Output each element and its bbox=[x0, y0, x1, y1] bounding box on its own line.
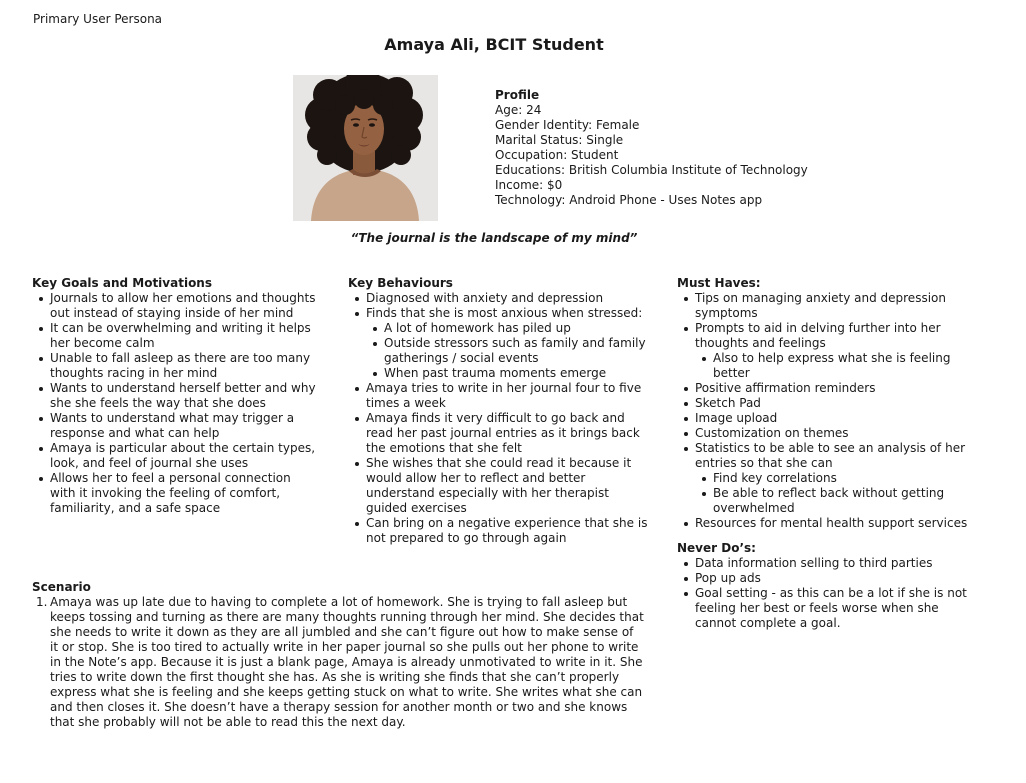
list-item bbox=[366, 381, 648, 411]
list-item: Pop up ads bbox=[695, 571, 977, 586]
list-item-text: Sketch Pad bbox=[695, 396, 761, 410]
never-dos-section bbox=[677, 541, 977, 631]
list-item-text: She wishes that she could read it because it would allow her to reflect and better understand especially with her therapist guided exercises bbox=[366, 456, 632, 515]
list-item-text: Amaya tries to write in her journal four to five times a week bbox=[366, 381, 642, 410]
sub-list-item: Be able to reflect back without getting overwhelmed bbox=[713, 486, 977, 516]
persona-title: Amaya Ali, BCIT Student bbox=[384, 35, 604, 54]
list-item: Wants to understand what may trigger a response and what can help bbox=[50, 411, 317, 441]
goals-section bbox=[32, 276, 317, 516]
profile-block bbox=[495, 88, 915, 208]
list-item-text: Resources for mental health support services bbox=[695, 516, 968, 530]
list-item: Allows her to feel a personal connection with it invoking the feeling of comfort, familiarity, and a safe space bbox=[50, 471, 317, 516]
list-item bbox=[695, 441, 977, 516]
list-item bbox=[695, 291, 977, 321]
list-item-text: Positive affirmation reminders bbox=[695, 381, 876, 395]
profile-marital-status: Marital Status: Single bbox=[495, 133, 624, 147]
list-number: 1. bbox=[36, 595, 48, 609]
list-item-text: Prompts to aid in delving further into her thoughts and feelings bbox=[695, 321, 941, 350]
behaviours-heading: Key Behaviours bbox=[348, 276, 453, 290]
list-item bbox=[366, 291, 648, 306]
list-item bbox=[366, 516, 648, 546]
sub-list-item: Outside stressors such as family and family gatherings / social events bbox=[384, 336, 648, 366]
sub-list-item: Find key correlations bbox=[713, 471, 977, 486]
profile-technology: Technology: Android Phone - Uses Notes app bbox=[495, 193, 763, 207]
list-item bbox=[36, 595, 644, 730]
scenario-heading: Scenario bbox=[32, 580, 91, 594]
never-dos-heading: Never Do’s: bbox=[677, 541, 756, 555]
list-item-text: Tips on managing anxiety and depression symptoms bbox=[695, 291, 946, 320]
profile-occupation: Occupation: Student bbox=[495, 148, 619, 162]
list-item: Amaya is particular about the certain types, look, and feel of journal she uses bbox=[50, 441, 316, 470]
profile-gender: Gender Identity: Female bbox=[495, 118, 640, 132]
must-haves-heading: Must Haves: bbox=[677, 276, 761, 290]
list-item-text: Can bring on a negative experience that she is not prepared to go through again bbox=[366, 516, 648, 545]
list-item: Wants to understand herself better and why she she feels the way that she does bbox=[50, 381, 316, 410]
list-item bbox=[695, 396, 977, 411]
list-item-text: Diagnosed with anxiety and depression bbox=[366, 291, 604, 305]
profile-heading: Profile bbox=[495, 88, 540, 102]
sub-list-item: Also to help express what she is feeling better bbox=[713, 351, 977, 381]
list-item-text: Amaya finds it very difficult to go back and read her past journal entries as it brings back the emotions that she felt bbox=[366, 411, 640, 455]
list-item bbox=[695, 411, 977, 426]
list-item: Goal setting - as this can be a lot if she is not feeling her best or feels worse when she cannot complete a goal. bbox=[695, 586, 977, 631]
sub-list-item: A lot of homework has piled up bbox=[384, 321, 648, 336]
list-item-text: Finds that she is most anxious when stressed: bbox=[366, 306, 643, 320]
page-label: Primary User Persona bbox=[33, 12, 163, 26]
list-item-text: Image upload bbox=[695, 411, 778, 425]
list-item: Journals to allow her emotions and thoughts out instead of staying inside of her mind bbox=[50, 291, 316, 320]
profile-age: Age: 24 bbox=[495, 103, 542, 117]
list-item: It can be overwhelming and writing it helps her become calm bbox=[50, 321, 317, 351]
portrait-illustration bbox=[293, 75, 438, 221]
profile-income: Income: $0 bbox=[495, 178, 563, 192]
list-item: Data information selling to third parties bbox=[695, 556, 977, 571]
list-item bbox=[366, 411, 648, 456]
list-item bbox=[366, 456, 648, 516]
profile-education: Educations: British Columbia Institute of Technology bbox=[495, 163, 808, 177]
persona-quote: “The journal is the landscape of my mind” bbox=[350, 231, 638, 245]
list-item-text: Statistics to be able to see an analysis of her entries so that she can bbox=[695, 441, 966, 470]
scenario-section bbox=[32, 580, 644, 730]
behaviours-section bbox=[348, 276, 648, 546]
list-item bbox=[366, 306, 648, 381]
must-haves-section bbox=[677, 276, 977, 531]
list-item bbox=[695, 516, 977, 531]
list-item bbox=[695, 426, 977, 441]
persona-photo bbox=[293, 75, 438, 221]
list-item bbox=[695, 381, 977, 396]
scenario-text: Amaya was up late due to having to complete a lot of homework. She is trying to fall asleep but keeps tossing and turning as there are many thoughts running through her mind. She decides that she needs to write it down as they are all jumbled and she can’t figure out how to make sense of it or stop. She is too tired to actually write in her paper journal so she pulls out her phone to write in the Note’s app. Because it is just a blank page, Amaya is already unmotivated to write in it. She tries to write down the first thought she has. As she is writing she finds that she can’t properly express what she is feeling and she keeps getting stuck on what to write. She writes what she can and then closes it. She doesn’t have a therapy session for another month or two and she knows that she probably will not be able to read this the next day. bbox=[50, 595, 644, 729]
list-item: Unable to fall asleep as there are too many thoughts racing in her mind bbox=[50, 351, 317, 381]
list-item bbox=[695, 321, 977, 381]
goals-heading: Key Goals and Motivations bbox=[32, 276, 212, 290]
sub-list-item: When past trauma moments emerge bbox=[384, 366, 648, 381]
list-item-text: Customization on themes bbox=[695, 426, 849, 440]
